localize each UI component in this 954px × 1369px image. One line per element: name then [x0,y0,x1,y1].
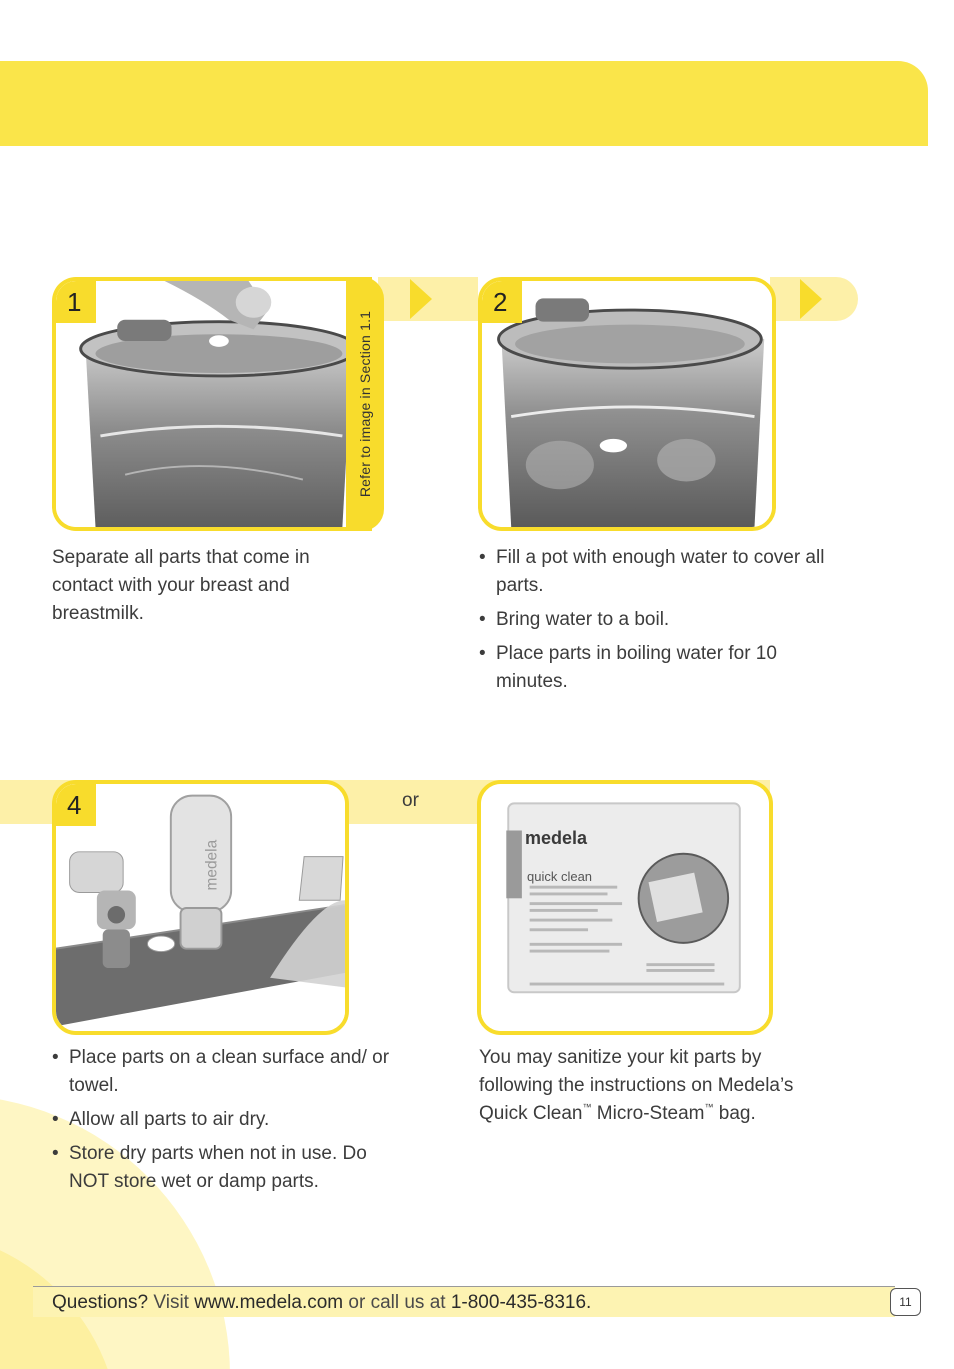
step-4-bullet: • Store dry parts when not in use. Do NOT store wet or damp parts. [52,1140,382,1196]
step-2-instructions [479,544,869,702]
trademark-symbol: ™ [704,1102,714,1112]
step-1-photo-panel [52,277,372,531]
step-4-instructions [52,1044,412,1202]
quick-clean-bag-image [481,784,769,1031]
step-4-photo-panel [52,780,349,1035]
svg-text:medela: medela [203,839,221,891]
page-number: 11 [890,1288,921,1316]
step-2-bullet: • Fill a pot with enough water to cover all parts. [479,544,869,600]
footer-questions: Questions? [52,1292,149,1313]
footer-phone-number[interactable]: 1-800-435-8316. [450,1292,592,1313]
header-band [0,61,928,146]
bag-product-name: quick clean [527,869,593,884]
step-4-bullet: • Place parts on a clean surface and/ or towel. [52,1044,402,1100]
quick-clean-instructions: You may sanitize your kit parts by following the instructions on Medela’s Quick Clean™ Micro-Steam™ bag. [479,1047,794,1124]
section-reference-label: Refer to image in Section 1.1 [357,310,373,498]
step-2-bullet: • Place parts in boiling water for 10 minutes. [479,640,789,696]
step-4-bullet-list [52,1044,412,1196]
step-2-bullet-list [479,544,869,696]
footer-contact: Questions? Visit www.medela.com or call us at 1-800-435-8316. [52,1292,592,1313]
arrow-right-icon [410,279,432,319]
step-1-number: 1 [56,281,96,323]
step-4-bullet: • Allow all parts to air dry. [52,1106,412,1134]
section-reference-tab [346,277,384,531]
bag-brand-logo: medela [525,828,588,848]
trademark-symbol: ™ [582,1102,592,1112]
footer-website-link[interactable]: www.medela.com [194,1292,344,1313]
pot-with-parts-image [56,281,372,527]
boiling-pot-image [482,281,772,527]
or-label: or [402,790,419,811]
step-4-number: 4 [56,784,96,826]
step-2-bullet: • Bring water to a boil. [479,606,869,634]
arrow-right-icon [800,279,822,319]
step-2-photo-panel [478,277,776,531]
step-1-description: Separate all parts that come in contact with your breast and breastmilk. [52,547,310,624]
quick-clean-bag-panel [477,780,773,1035]
drying-parts-image [56,784,345,1031]
step-2-number: 2 [482,281,522,323]
